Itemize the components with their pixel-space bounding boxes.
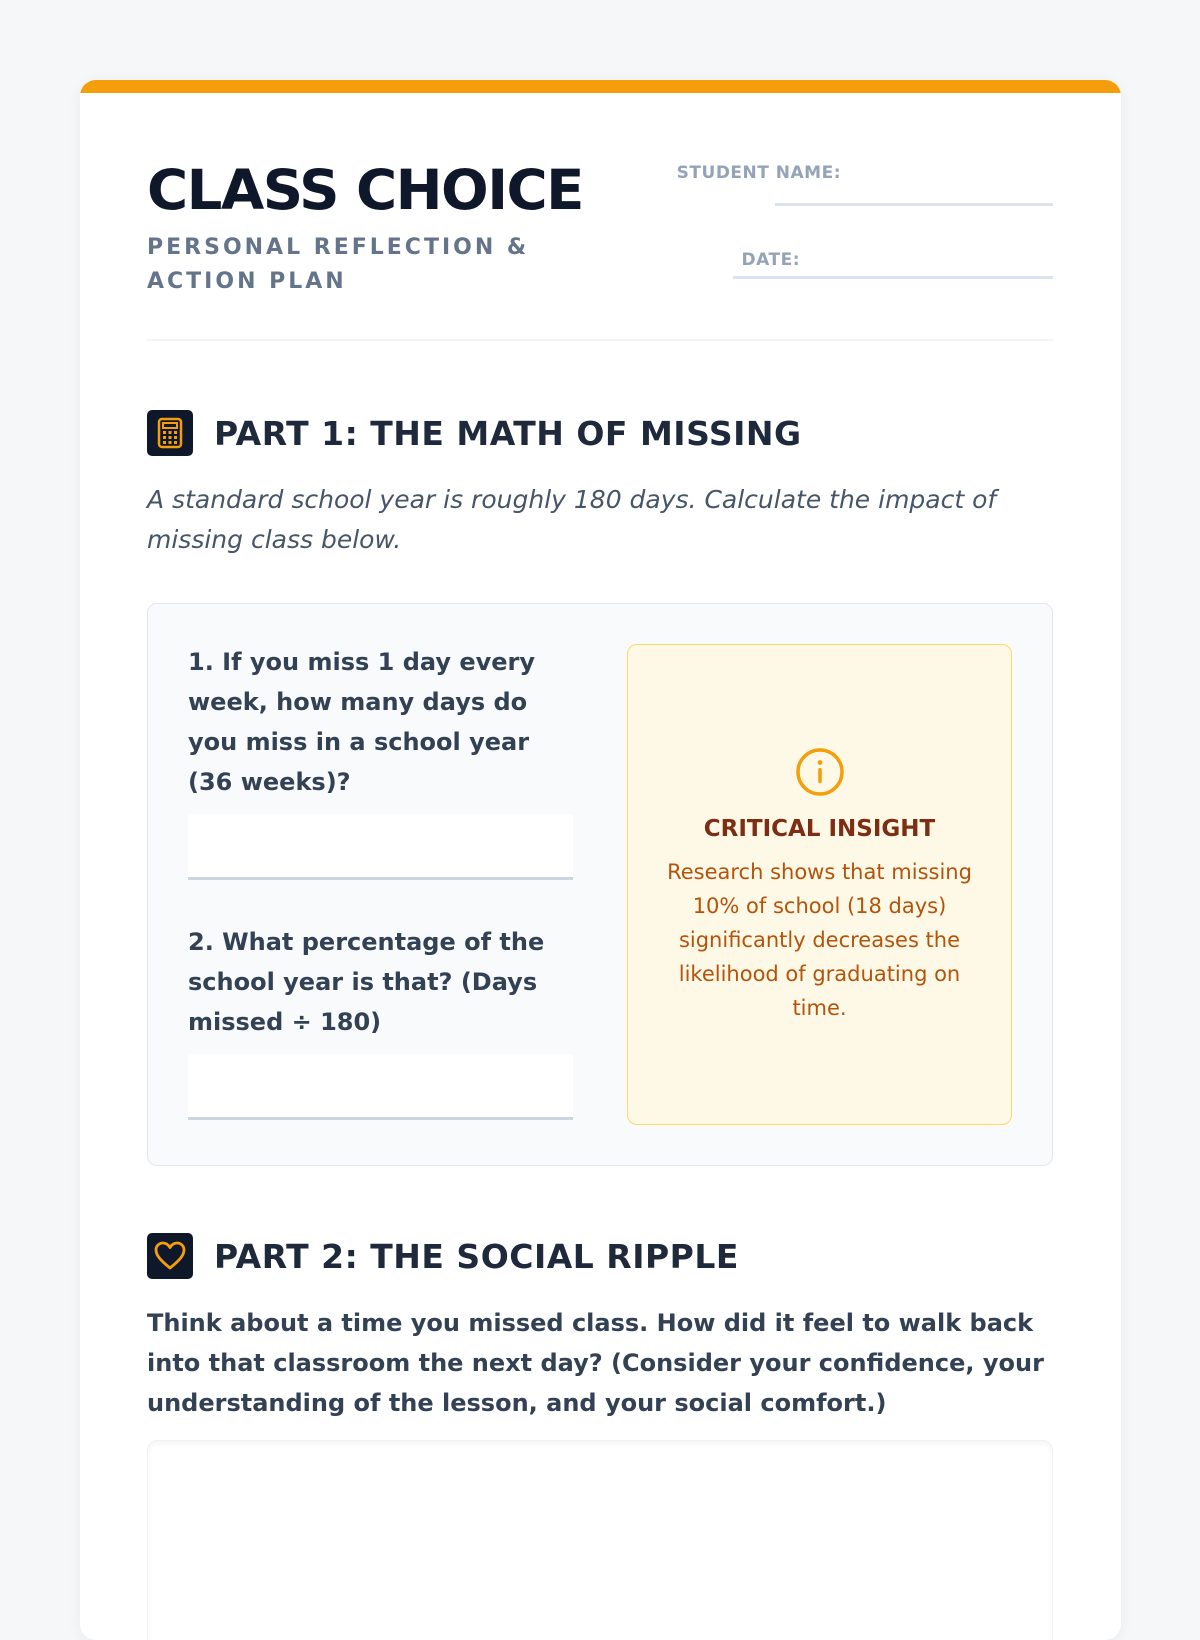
date-field[interactable] [733, 276, 1053, 279]
insight-text: Research shows that missing 10% of school (18 days) significantly decreases the likelihood of graduating on time. [667, 860, 972, 1020]
part1-intro: A standard school year is roughly 180 days. Calculate the impact of missing class below. [147, 485, 997, 554]
heart-icon [147, 1233, 193, 1279]
date-label: DATE: [741, 250, 800, 270]
worksheet-card [80, 80, 1121, 1640]
part2-title: PART 2: THE SOCIAL RIPPLE [214, 1237, 739, 1276]
part1-title: PART 1: THE MATH OF MISSING [214, 414, 802, 453]
student-name-field[interactable] [775, 203, 1053, 206]
answer-1-input[interactable] [188, 814, 573, 880]
question-2: 2. What percentage of the school year is that? (Days missed ÷ 180) [188, 928, 545, 1036]
reflection-response-input[interactable] [147, 1440, 1053, 1640]
header-divider [147, 339, 1053, 341]
critical-insight-callout [627, 644, 1012, 1125]
part2-prompt: Think about a time you missed class. How did it feel to walk back into that classroom the next day? (Consider your confidence, your understanding of the lesson, and your social comfort.) [147, 1309, 1044, 1417]
student-name-label: STUDENT NAME: [676, 163, 841, 183]
calculator-icon [147, 410, 193, 456]
calculation-panel [147, 603, 1053, 1166]
accent-bar [80, 80, 1121, 93]
page-title: CLASS CHOICE [147, 158, 583, 222]
page-subtitle: PERSONAL REFLECTION & ACTION PLAN [147, 235, 530, 294]
info-icon [794, 746, 846, 802]
question-1: 1. If you miss 1 day every week, how many days do you miss in a school year (36 weeks)? [188, 648, 536, 796]
answer-2-input[interactable] [188, 1054, 573, 1120]
insight-title: CRITICAL INSIGHT [703, 816, 936, 842]
